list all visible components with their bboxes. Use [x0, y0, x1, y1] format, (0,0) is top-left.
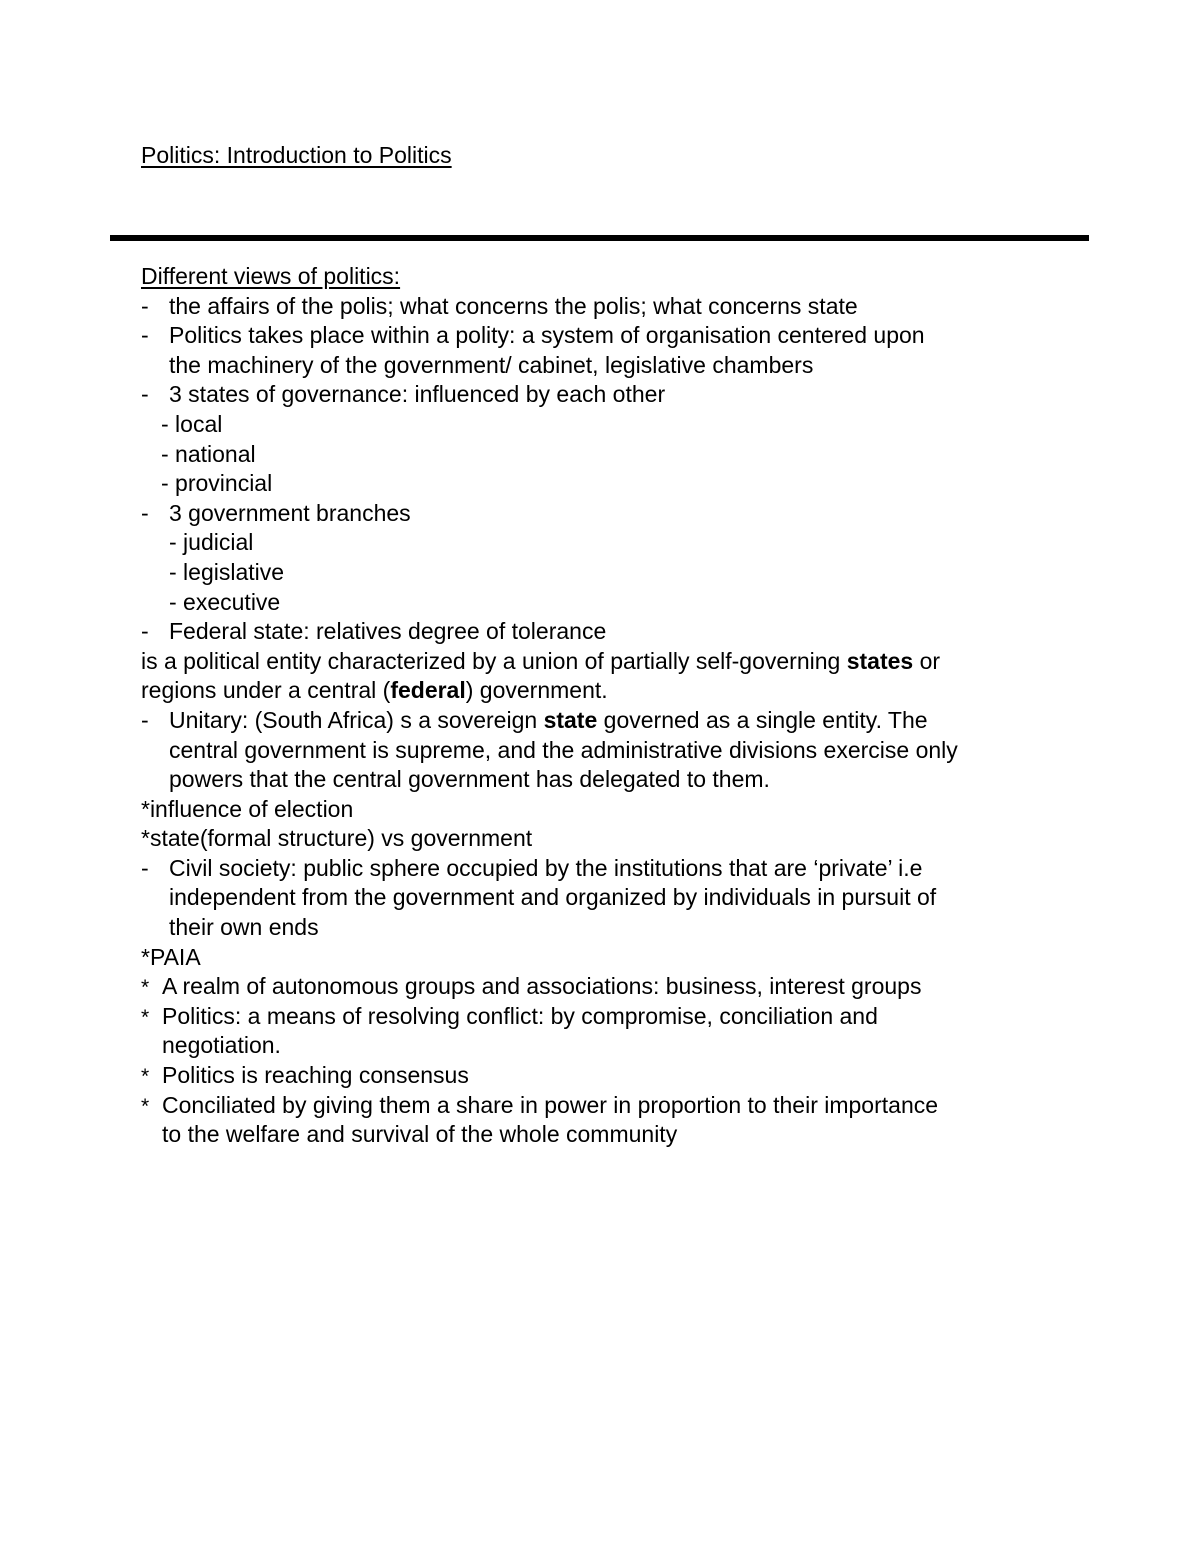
dash-bullet: - — [141, 292, 149, 319]
text-run: or — [913, 647, 941, 674]
text-run: governed as a single entity. The — [597, 706, 928, 733]
star-item — [141, 1091, 1101, 1121]
star-bullet: * — [141, 1065, 150, 1089]
document-body — [141, 262, 1101, 1150]
bold-term: states — [846, 647, 914, 674]
text-run: ) government. — [465, 677, 608, 704]
star-item — [141, 1002, 1101, 1032]
star-text: Conciliated by giving them a share in power in proportion to their importance — [162, 1091, 939, 1118]
bullet-item — [141, 499, 1101, 529]
note-line: *PAIA — [141, 943, 201, 970]
star-text: Politics is reaching consensus — [162, 1062, 469, 1089]
note-line: *influence of election — [141, 795, 354, 822]
sub-item: - provincial — [161, 470, 273, 497]
horizontal-rule — [110, 235, 1089, 241]
dash-bullet: - — [141, 322, 149, 349]
document-title: Politics: Introduction to Politics — [141, 142, 452, 168]
star-continuation: to the welfare and survival of the whole community — [162, 1121, 678, 1148]
text-run: is a political entity characterized by a union of partially self-governing — [141, 647, 847, 674]
bullet-item — [141, 706, 1101, 736]
star-text: Politics: a means of resolving conflict: by compromise, conciliation and — [162, 1002, 878, 1029]
bullet-item — [141, 321, 1101, 351]
bullet-text: Civil society: public sphere occupied by the institutions that are ‘private’ i.e — [169, 854, 923, 881]
dash-bullet: - — [141, 381, 149, 408]
bullet-text: 3 government branches — [169, 499, 411, 526]
sub-item: - executive — [169, 588, 281, 615]
text-run: Unitary: (South Africa) s a sovereign — [169, 706, 544, 733]
section-heading: Different views of politics: — [141, 263, 401, 289]
bullet-text: Federal state: relatives degree of tolerance — [169, 618, 607, 645]
note-line: *state(formal structure) vs government — [141, 825, 533, 852]
paragraph-line — [141, 676, 1101, 706]
star-bullet: * — [141, 1005, 150, 1029]
star-item — [141, 972, 1101, 1002]
dash-bullet: - — [141, 618, 149, 645]
star-item — [141, 1061, 1101, 1091]
bullet-continuation: the machinery of the government/ cabinet, legislative chambers — [169, 351, 814, 378]
star-bullet: * — [141, 1094, 150, 1118]
bullet-item — [141, 292, 1101, 322]
sub-item: - legislative — [169, 558, 285, 585]
star-continuation: negotiation. — [162, 1032, 281, 1059]
text-run: regions under a central ( — [141, 677, 391, 704]
dash-bullet: - — [141, 854, 149, 881]
bullet-text: the affairs of the polis; what concerns the polis; what concerns state — [169, 292, 858, 319]
star-text: A realm of autonomous groups and associations: business, interest groups — [162, 973, 922, 1000]
bullet-continuation: independent from the government and organized by individuals in pursuit of — [169, 884, 937, 911]
sub-item: - local — [161, 410, 223, 437]
bullet-text: 3 states of governance: influenced by each other — [169, 381, 666, 408]
dash-bullet: - — [141, 706, 149, 733]
bullet-continuation: their own ends — [169, 914, 319, 941]
bold-term: federal — [390, 677, 466, 704]
paragraph-line — [141, 647, 1101, 677]
sub-item: - national — [161, 440, 256, 467]
star-bullet: * — [141, 976, 150, 1000]
bullet-item — [141, 380, 1101, 410]
dash-bullet: - — [141, 499, 149, 526]
bullet-continuation: central government is supreme, and the administrative divisions exercise only — [169, 736, 958, 763]
bullet-item — [141, 854, 1101, 884]
bullet-continuation: powers that the central government has delegated to them. — [169, 766, 770, 793]
bullet-text: Politics takes place within a polity: a system of organisation centered upon — [169, 322, 925, 349]
bold-term: state — [543, 706, 598, 733]
bullet-item — [141, 617, 1101, 647]
sub-item: - judicial — [169, 529, 254, 556]
